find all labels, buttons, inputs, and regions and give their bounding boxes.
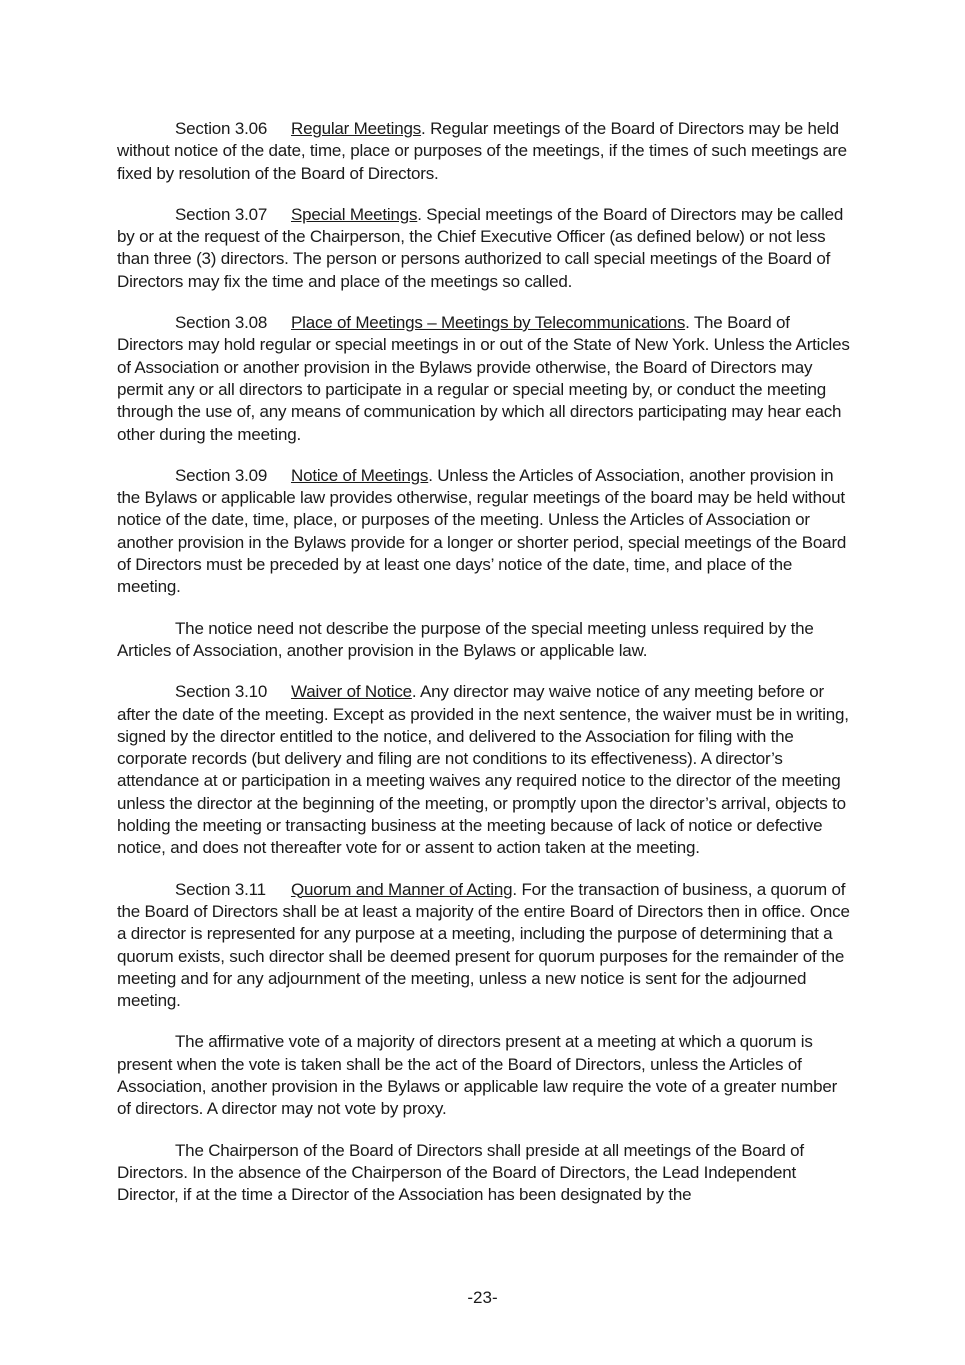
section-heading: Notice of Meetings <box>291 465 429 485</box>
section-body: . Any director may waive notice of any meeting before or after the date of the meeting. Except as provided in the next sentence, the waiver must be in writing, signed by the director entitled to the notice, and delivered to the Association for filing with the corporate records (but delivery and filing are not conditions to its effectiveness). A director’s attendance at or participation in a meeting waives any required notice to the director of the meeting unless the director at the beginning of the meeting, or promptly upon the director’s arrival, objects to holding the meeting or transacting business at the meeting because of lack of notice or defective notice, and does not thereafter vote for or assent to action taken at the meeting. <box>117 682 849 858</box>
section-heading: Waiver of Notice <box>291 682 412 702</box>
section-number: Section 3.10 <box>175 682 268 702</box>
section-heading: Regular Meetings <box>291 119 422 138</box>
section-number: Section 3.08 <box>175 313 268 333</box>
section-number: Section 3.09 <box>175 465 268 485</box>
section-3-06-paragraph <box>117 118 850 185</box>
section-3-08-paragraph <box>117 312 850 446</box>
section-body: . Special meetings of the Board of Directors may be called by or at the request of the Chairperson, the Chief Executive Officer (as defined below) or not less than three (3) directors. The person or persons authorized to call special meetings of the Board of Directors may fix the time and place of the meetings so called. <box>117 204 844 291</box>
section-3-07-paragraph <box>117 204 850 293</box>
section-3-11-paragraph <box>117 879 850 1013</box>
section-number: Section 3.07 <box>175 204 268 224</box>
section-3-10-paragraph <box>117 681 850 859</box>
section-heading: Quorum and Manner of Acting <box>291 879 513 899</box>
affirmative-vote-paragraph: The affirmative vote of a majority of directors present at a meeting at which a quorum is present when the vote is taken shall be the act of the Board of Directors, unless the Articles of Association, another provision in the Bylaws or applicable law require the vote of a greater number of directors. A director may not vote by proxy. <box>117 1032 838 1119</box>
section-body: . For the transaction of business, a quorum of the Board of Directors shall be at least a majority of the entire Board of Directors then in office. Once a director is represented for any purpose at a meeting, including the purpose of determining that a quorum exists, such director shall be deemed present for quorum purposes for the remainder of the meeting and for any adjournment of the meeting, unless a new notice is sent for the adjourned meeting. <box>117 879 850 1011</box>
section-heading: Special Meetings <box>291 204 418 224</box>
section-body: . The Board of Directors may hold regular or special meetings in or out of the State of New York. Unless the Articles of Association or another provision in the Bylaws provide otherwise, the Board of Directors may permit any or all directors to participate in a regular or special meeting by, or conduct the meeting through the use of, any means of communication by which all directors participating may hear each other during the meeting. <box>117 313 850 444</box>
section-number: Section 3.06 <box>175 119 268 138</box>
section-3-09-paragraph <box>117 465 850 599</box>
notice-purpose-paragraph: The notice need not describe the purpose of the special meeting unless required by the Articles of Association, another provision in the Bylaws or applicable law. <box>117 618 814 660</box>
section-body: . Regular meetings of the Board of Directors may be held without notice of the date, time, place or purposes of the meetings, if the times of such meetings are fixed by resolution of the Board of Directors. <box>117 119 847 183</box>
section-heading: Place of Meetings – Meetings by Telecommunications <box>291 313 686 333</box>
section-number: Section 3.11 <box>175 879 266 899</box>
chairperson-paragraph: The Chairperson of the Board of Directors shall preside at all meetings of the Board of Directors. In the absence of the Chairperson of the Board of Directors, the Lead Independent Director, if at the time a Director of the Association has been designated by the <box>117 1140 804 1205</box>
section-body: . Unless the Articles of Association, another provision in the Bylaws or applicable law provides otherwise, regular meetings of the board may be held without notice of the date, time, place, or purposes of the meeting. Unless the Articles of Association or another provision in the Bylaws provide for a longer or shorter period, special meetings of the Board of Directors must be preceded by at least one days’ notice of the date, time, and place of the meeting. <box>117 465 847 597</box>
page-number: -23- <box>467 1288 498 1307</box>
document-page <box>117 118 850 1225</box>
